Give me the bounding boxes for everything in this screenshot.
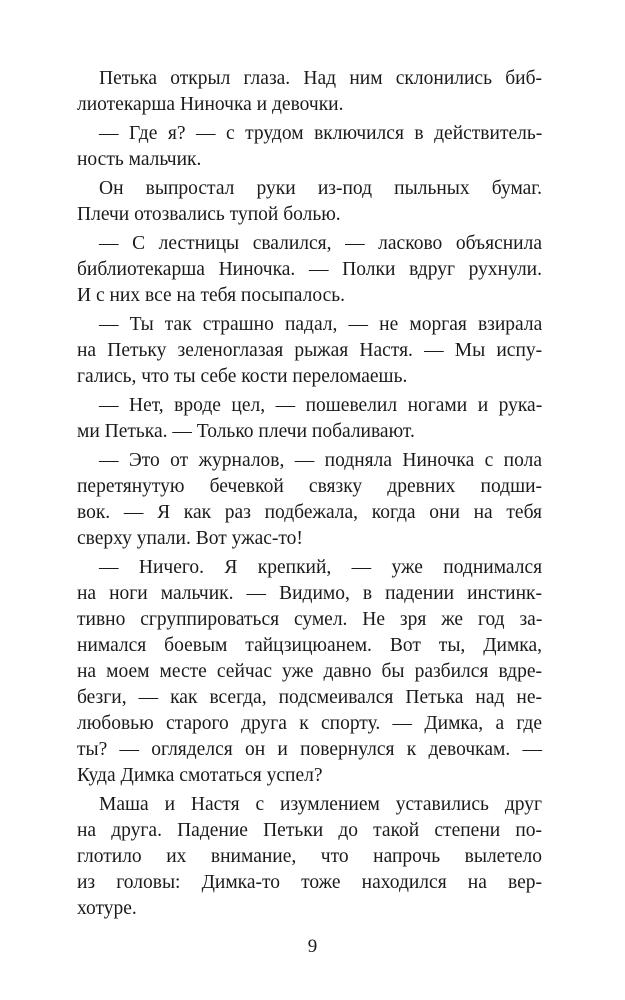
text-line: — Ничего. Я крепкий, — уже поднимался	[99, 557, 543, 578]
text-line: из головы: Димка-то тоже находился на вер-	[77, 872, 542, 893]
paragraph	[77, 176, 542, 228]
paragraph	[77, 121, 542, 173]
body-text	[77, 66, 542, 925]
text-line: на моем месте сейчас уже давно бы разбился вдре-	[77, 661, 542, 682]
text-line: — Нет, вроде цел, — пошевелил ногами и рука-	[99, 395, 543, 416]
text-line: сверху упали. Вот ужас-то!	[77, 528, 303, 549]
text-line: нимался боевым тайцзицюанем. Вот ты, Димка,	[77, 635, 542, 656]
text-line: ми Петька. — Только плечи побаливают.	[77, 421, 415, 442]
paragraph	[77, 448, 542, 552]
paragraph	[77, 66, 542, 118]
text-line: — Это от журналов, — подняла Ниночка с пола	[99, 450, 542, 471]
text-line: хотуре.	[77, 898, 137, 919]
text-line: Он выпростал руки из-под пыльных бумаг.	[99, 178, 542, 199]
text-line: на ноги мальчик. — Видимо, в падении инстинк-	[77, 583, 542, 604]
paragraph	[77, 231, 542, 309]
text-line: Куда Димка смотаться успел?	[77, 765, 323, 786]
text-line: библиотекарша Ниночка. — Полки вдруг рухнули.	[77, 259, 542, 280]
text-line: ность мальчик.	[77, 149, 202, 170]
text-line: безги, — как всегда, подсмеивался Петька над не-	[77, 687, 542, 708]
paragraph	[77, 312, 542, 390]
text-line: вок. — Я как раз подбежала, когда они на тебя	[77, 502, 542, 523]
text-line: Маша и Настя с изумлением уставились друг	[99, 794, 542, 815]
text-line: Плечи отозвались тупой болью.	[77, 204, 341, 225]
paragraph	[77, 555, 542, 789]
text-line: — Ты так страшно падал, — не моргая взирала	[99, 314, 543, 335]
text-line: тивно сгруппироваться сумел. Не зря же год за-	[77, 609, 543, 630]
text-line: — С лестницы свалился, — ласково объяснила	[99, 233, 542, 254]
paragraph	[77, 393, 542, 445]
paragraph	[77, 792, 542, 922]
text-line: — Где я? — с трудом включился в действитель-	[99, 123, 543, 144]
text-line: на друга. Падение Петьки до такой степени по-	[77, 820, 543, 841]
text-line: гались, что ты себе кости переломаешь.	[77, 366, 408, 387]
text-line: Петька открыл глаза. Над ним склонились биб-	[99, 68, 542, 89]
text-line: на Петьку зеленоглазая рыжая Настя. — Мы испу-	[77, 340, 543, 361]
text-line: глотило их внимание, что напрочь вылетело	[77, 846, 542, 867]
text-line: любовью старого друга к спорту. — Димка, а где	[77, 713, 542, 734]
text-line: И с них все на тебя посыпалось.	[77, 285, 346, 306]
text-line: лиотекарша Ниночка и девочки.	[77, 94, 344, 115]
text-line: перетянутую бечевкой связку древних подши-	[77, 476, 543, 497]
text-line: ты? — огляделся он и повернулся к девочкам. —	[77, 739, 542, 760]
page-number: 9	[307, 936, 318, 957]
